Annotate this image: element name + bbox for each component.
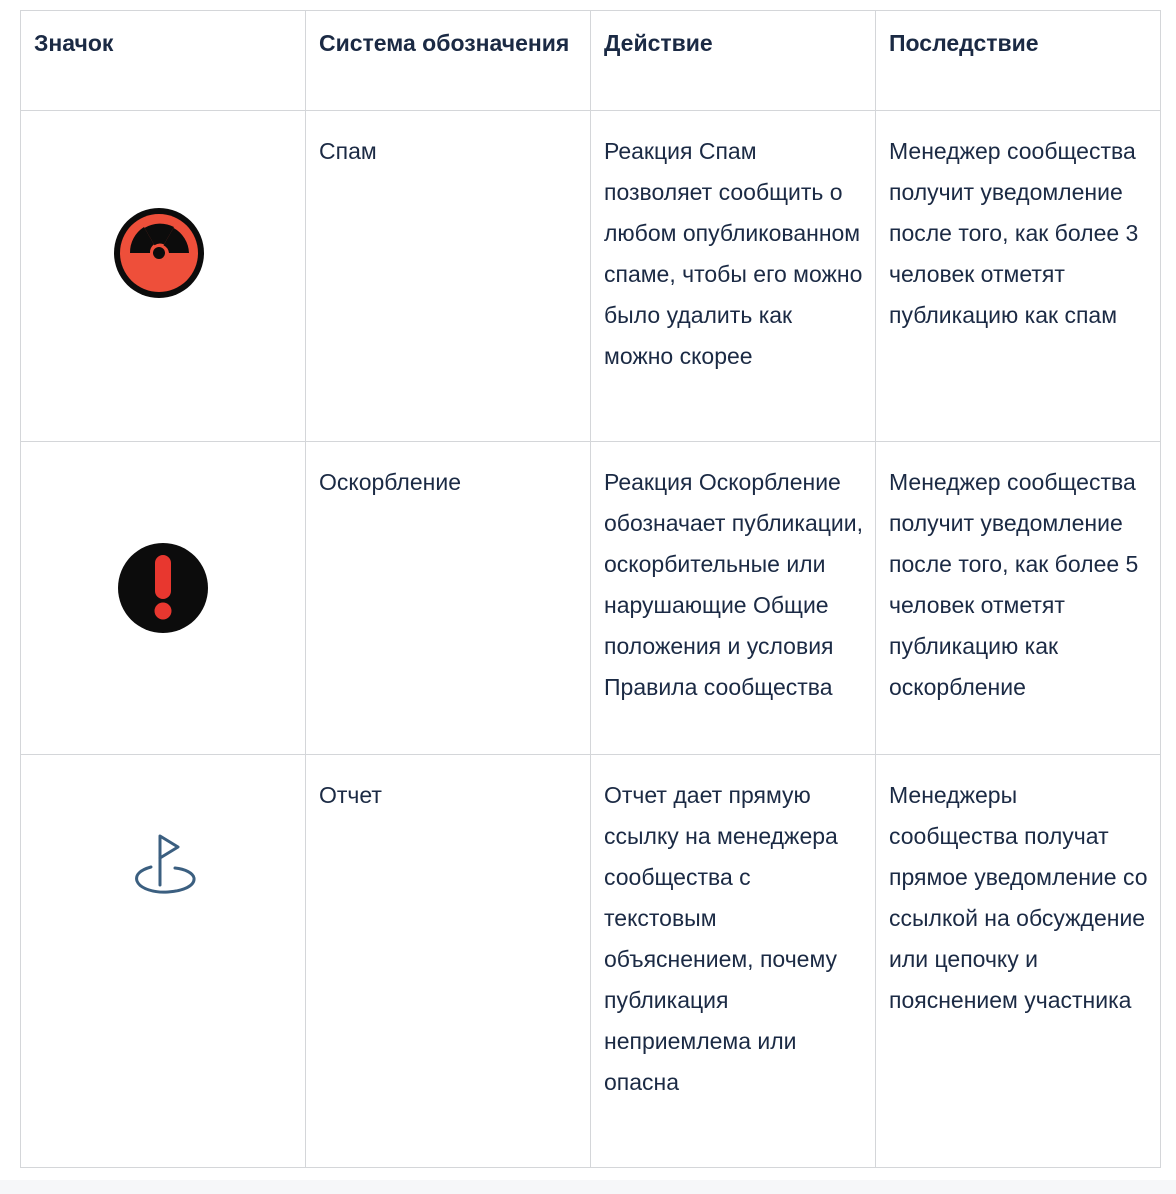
consequence-cell: Менеджеры сообщества получат прямое уведомление со ссылкой на обсуждение или цепочку и пояснением участника — [876, 755, 1161, 1168]
content-area — [20, 10, 1160, 1168]
reaction-reference-table — [20, 10, 1161, 1168]
action-cell: Реакция Спам позволяет сообщить о любом опубликованном спаме, чтобы его можно было удалить как можно скорее — [591, 111, 876, 442]
table-row — [21, 755, 1161, 1168]
action-cell: Отчет дает прямую ссылку на менеджера сообщества с текстовым объяснением, почему публикация неприемлема или опасна — [591, 755, 876, 1168]
table-header-row — [21, 11, 1161, 111]
icon-cell — [21, 755, 306, 1168]
system-cell: Оскорбление — [306, 442, 591, 755]
icon-cell — [21, 442, 306, 755]
action-cell: Реакция Оскорбление обозначает публикации, оскорбительные или нарушающие Общие положения и условия Правила сообщества — [591, 442, 876, 755]
consequence-cell: Менеджер сообщества получит уведомление после того, как более 3 человек отметят публикацию как спам — [876, 111, 1161, 442]
icon-cell — [21, 111, 306, 442]
header-action: Действие — [591, 11, 876, 111]
radiation-icon — [113, 207, 205, 312]
header-system: Система обозначения — [306, 11, 591, 111]
header-consequence: Последствие — [876, 11, 1161, 111]
table-row — [21, 111, 1161, 442]
flag-pin-icon — [133, 831, 199, 910]
system-cell: Отчет — [306, 755, 591, 1168]
page-footer-strip — [0, 1180, 1176, 1194]
exclamation-icon — [117, 542, 209, 647]
system-cell: Спам — [306, 111, 591, 442]
table-row — [21, 442, 1161, 755]
header-icon: Значок — [21, 11, 306, 111]
consequence-cell: Менеджер сообщества получит уведомление после того, как более 5 человек отметят публикацию как оскорбление — [876, 442, 1161, 755]
